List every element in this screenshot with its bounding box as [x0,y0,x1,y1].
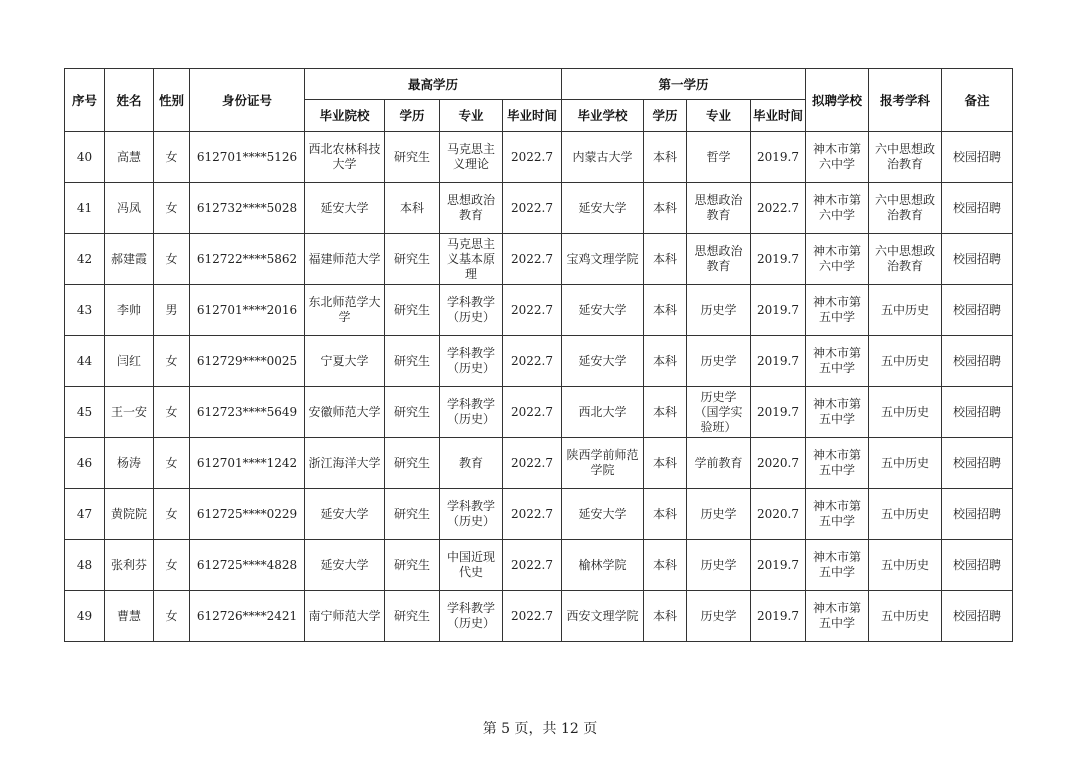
table-row [65,183,1013,234]
cell-hire-school: 神木市第五中学 [806,489,869,540]
cell-hire-school: 神木市第五中学 [806,387,869,438]
header-first-grad-time: 毕业时间 [751,100,806,132]
cell-first-major: 历史学 [687,591,751,642]
cell-seq: 49 [65,591,105,642]
cell-grad-time: 2022.7 [503,132,562,183]
cell-degree: 研究生 [385,438,440,489]
cell-first-school: 延安大学 [562,336,644,387]
cell-seq: 46 [65,438,105,489]
cell-name: 郝建霞 [105,234,154,285]
table-row [65,336,1013,387]
table-row [65,438,1013,489]
header-row-top [65,69,1013,100]
cell-major: 中国近现代史 [440,540,503,591]
cell-id: 612725****4828 [190,540,305,591]
cell-first-school: 西安文理学院 [562,591,644,642]
cell-first-school: 宝鸡文理学院 [562,234,644,285]
header-highest-education: 最高学历 [305,69,562,100]
cell-first-school: 延安大学 [562,285,644,336]
cell-name: 王一安 [105,387,154,438]
cell-grad-school: 延安大学 [305,183,385,234]
cell-grad-school: 福建师范大学 [305,234,385,285]
cell-first-major: 哲学 [687,132,751,183]
header-seq: 序号 [65,69,105,132]
table-row [65,132,1013,183]
cell-first-major: 历史学 [687,285,751,336]
cell-first-school: 西北大学 [562,387,644,438]
cell-grad-time: 2022.7 [503,336,562,387]
cell-first-grad-time: 2022.7 [751,183,806,234]
cell-first-major: 思想政治教育 [687,234,751,285]
cell-first-degree: 本科 [644,336,687,387]
cell-major: 教育 [440,438,503,489]
table-row [65,285,1013,336]
cell-degree: 研究生 [385,387,440,438]
cell-major: 学科教学（历史） [440,387,503,438]
cell-grad-time: 2022.7 [503,234,562,285]
header-first-education: 第一学历 [562,69,806,100]
cell-degree: 研究生 [385,285,440,336]
cell-hire-school: 神木市第五中学 [806,285,869,336]
cell-major: 马克思主义基本原理 [440,234,503,285]
cell-first-degree: 本科 [644,234,687,285]
cell-seq: 45 [65,387,105,438]
cell-first-grad-time: 2019.7 [751,285,806,336]
cell-hire-school: 神木市第六中学 [806,183,869,234]
cell-first-degree: 本科 [644,183,687,234]
cell-hire-school: 神木市第五中学 [806,591,869,642]
cell-name: 曹慧 [105,591,154,642]
cell-gender: 女 [154,336,190,387]
cell-gender: 女 [154,438,190,489]
cell-major: 学科教学（历史） [440,489,503,540]
cell-id: 612701****5126 [190,132,305,183]
cell-degree: 研究生 [385,489,440,540]
cell-remark: 校园招聘 [942,540,1013,591]
cell-remark: 校园招聘 [942,387,1013,438]
header-first-school: 毕业学校 [562,100,644,132]
cell-name: 李帅 [105,285,154,336]
table-header [65,69,1013,132]
cell-gender: 女 [154,234,190,285]
cell-remark: 校园招聘 [942,183,1013,234]
table-row [65,489,1013,540]
cell-first-degree: 本科 [644,489,687,540]
cell-first-school: 内蒙古大学 [562,132,644,183]
cell-first-school: 陕西学前师范学院 [562,438,644,489]
cell-id: 612722****5862 [190,234,305,285]
cell-exam-subject: 五中历史 [869,285,942,336]
header-name: 姓名 [105,69,154,132]
cell-major: 思想政治教育 [440,183,503,234]
header-first-degree: 学历 [644,100,687,132]
cell-remark: 校园招聘 [942,336,1013,387]
page-number: 第 5 页，共 12 页 [482,721,598,737]
cell-grad-school: 安徽师范大学 [305,387,385,438]
cell-grad-time: 2022.7 [503,387,562,438]
cell-grad-school: 西北农林科技大学 [305,132,385,183]
cell-first-major: 历史学 [687,489,751,540]
header-remark: 备注 [942,69,1013,132]
header-id-number: 身份证号 [190,69,305,132]
header-grad-school: 毕业院校 [305,100,385,132]
cell-name: 高慧 [105,132,154,183]
cell-degree: 研究生 [385,234,440,285]
cell-first-school: 榆林学院 [562,540,644,591]
cell-seq: 43 [65,285,105,336]
table-row [65,540,1013,591]
cell-grad-school: 延安大学 [305,540,385,591]
cell-first-grad-time: 2020.7 [751,489,806,540]
header-degree: 学历 [385,100,440,132]
cell-gender: 女 [154,591,190,642]
cell-first-grad-time: 2019.7 [751,540,806,591]
cell-seq: 40 [65,132,105,183]
cell-id: 612723****5649 [190,387,305,438]
cell-exam-subject: 五中历史 [869,591,942,642]
cell-name: 冯凤 [105,183,154,234]
cell-first-degree: 本科 [644,540,687,591]
table-row [65,234,1013,285]
cell-first-degree: 本科 [644,132,687,183]
cell-name: 黄院院 [105,489,154,540]
cell-seq: 47 [65,489,105,540]
cell-remark: 校园招聘 [942,591,1013,642]
cell-grad-time: 2022.7 [503,438,562,489]
cell-gender: 女 [154,387,190,438]
cell-grad-school: 浙江海洋大学 [305,438,385,489]
table-row [65,387,1013,438]
cell-grad-time: 2022.7 [503,591,562,642]
cell-exam-subject: 五中历史 [869,489,942,540]
cell-hire-school: 神木市第六中学 [806,132,869,183]
cell-first-major: 历史学 [687,540,751,591]
cell-name: 杨涛 [105,438,154,489]
cell-first-degree: 本科 [644,285,687,336]
cell-grad-time: 2022.7 [503,285,562,336]
cell-degree: 研究生 [385,591,440,642]
cell-hire-school: 神木市第五中学 [806,336,869,387]
cell-degree: 研究生 [385,336,440,387]
cell-seq: 42 [65,234,105,285]
cell-major: 学科教学（历史） [440,591,503,642]
cell-name: 张利芬 [105,540,154,591]
cell-first-major: 思想政治教育 [687,183,751,234]
cell-exam-subject: 五中历史 [869,336,942,387]
cell-grad-school: 宁夏大学 [305,336,385,387]
cell-first-grad-time: 2019.7 [751,387,806,438]
cell-degree: 研究生 [385,540,440,591]
cell-first-grad-time: 2020.7 [751,438,806,489]
cell-grad-time: 2022.7 [503,540,562,591]
cell-hire-school: 神木市第五中学 [806,540,869,591]
cell-remark: 校园招聘 [942,132,1013,183]
table-body [65,132,1013,642]
header-gender: 性别 [154,69,190,132]
header-grad-time: 毕业时间 [503,100,562,132]
cell-seq: 48 [65,540,105,591]
cell-exam-subject: 六中思想政治教育 [869,132,942,183]
cell-grad-time: 2022.7 [503,183,562,234]
cell-seq: 41 [65,183,105,234]
header-hire-school: 拟聘学校 [806,69,869,132]
cell-major: 学科教学（历史） [440,285,503,336]
cell-first-grad-time: 2019.7 [751,336,806,387]
cell-degree: 本科 [385,183,440,234]
cell-grad-school: 延安大学 [305,489,385,540]
cell-remark: 校园招聘 [942,285,1013,336]
cell-name: 闫红 [105,336,154,387]
cell-grad-school: 南宁师范大学 [305,591,385,642]
cell-grad-school: 东北师范学大学 [305,285,385,336]
cell-gender: 女 [154,540,190,591]
cell-exam-subject: 五中历史 [869,387,942,438]
cell-gender: 女 [154,132,190,183]
cell-remark: 校园招聘 [942,489,1013,540]
cell-id: 612725****0229 [190,489,305,540]
cell-first-school: 延安大学 [562,183,644,234]
cell-first-major: 历史学 [687,336,751,387]
cell-exam-subject: 五中历史 [869,438,942,489]
cell-gender: 女 [154,489,190,540]
header-first-major: 专业 [687,100,751,132]
cell-exam-subject: 六中思想政治教育 [869,183,942,234]
cell-first-grad-time: 2019.7 [751,234,806,285]
cell-gender: 女 [154,183,190,234]
header-exam-subject: 报考学科 [869,69,942,132]
cell-gender: 男 [154,285,190,336]
cell-remark: 校园招聘 [942,234,1013,285]
cell-first-degree: 本科 [644,387,687,438]
cell-hire-school: 神木市第六中学 [806,234,869,285]
cell-grad-time: 2022.7 [503,489,562,540]
cell-degree: 研究生 [385,132,440,183]
cell-first-major: 历史学（国学实验班） [687,387,751,438]
cell-first-grad-time: 2019.7 [751,132,806,183]
cell-id: 612732****5028 [190,183,305,234]
cell-major: 马克思主义理论 [440,132,503,183]
cell-exam-subject: 五中历史 [869,540,942,591]
table-row [65,591,1013,642]
header-major: 专业 [440,100,503,132]
cell-first-degree: 本科 [644,438,687,489]
cell-id: 612701****2016 [190,285,305,336]
recruitment-roster-table [64,68,1013,642]
cell-exam-subject: 六中思想政治教育 [869,234,942,285]
cell-id: 612726****2421 [190,591,305,642]
cell-first-grad-time: 2019.7 [751,591,806,642]
cell-hire-school: 神木市第五中学 [806,438,869,489]
cell-remark: 校园招聘 [942,438,1013,489]
cell-seq: 44 [65,336,105,387]
cell-id: 612701****1242 [190,438,305,489]
cell-major: 学科教学（历史） [440,336,503,387]
cell-first-school: 延安大学 [562,489,644,540]
cell-id: 612729****0025 [190,336,305,387]
cell-first-degree: 本科 [644,591,687,642]
cell-first-major: 学前教育 [687,438,751,489]
